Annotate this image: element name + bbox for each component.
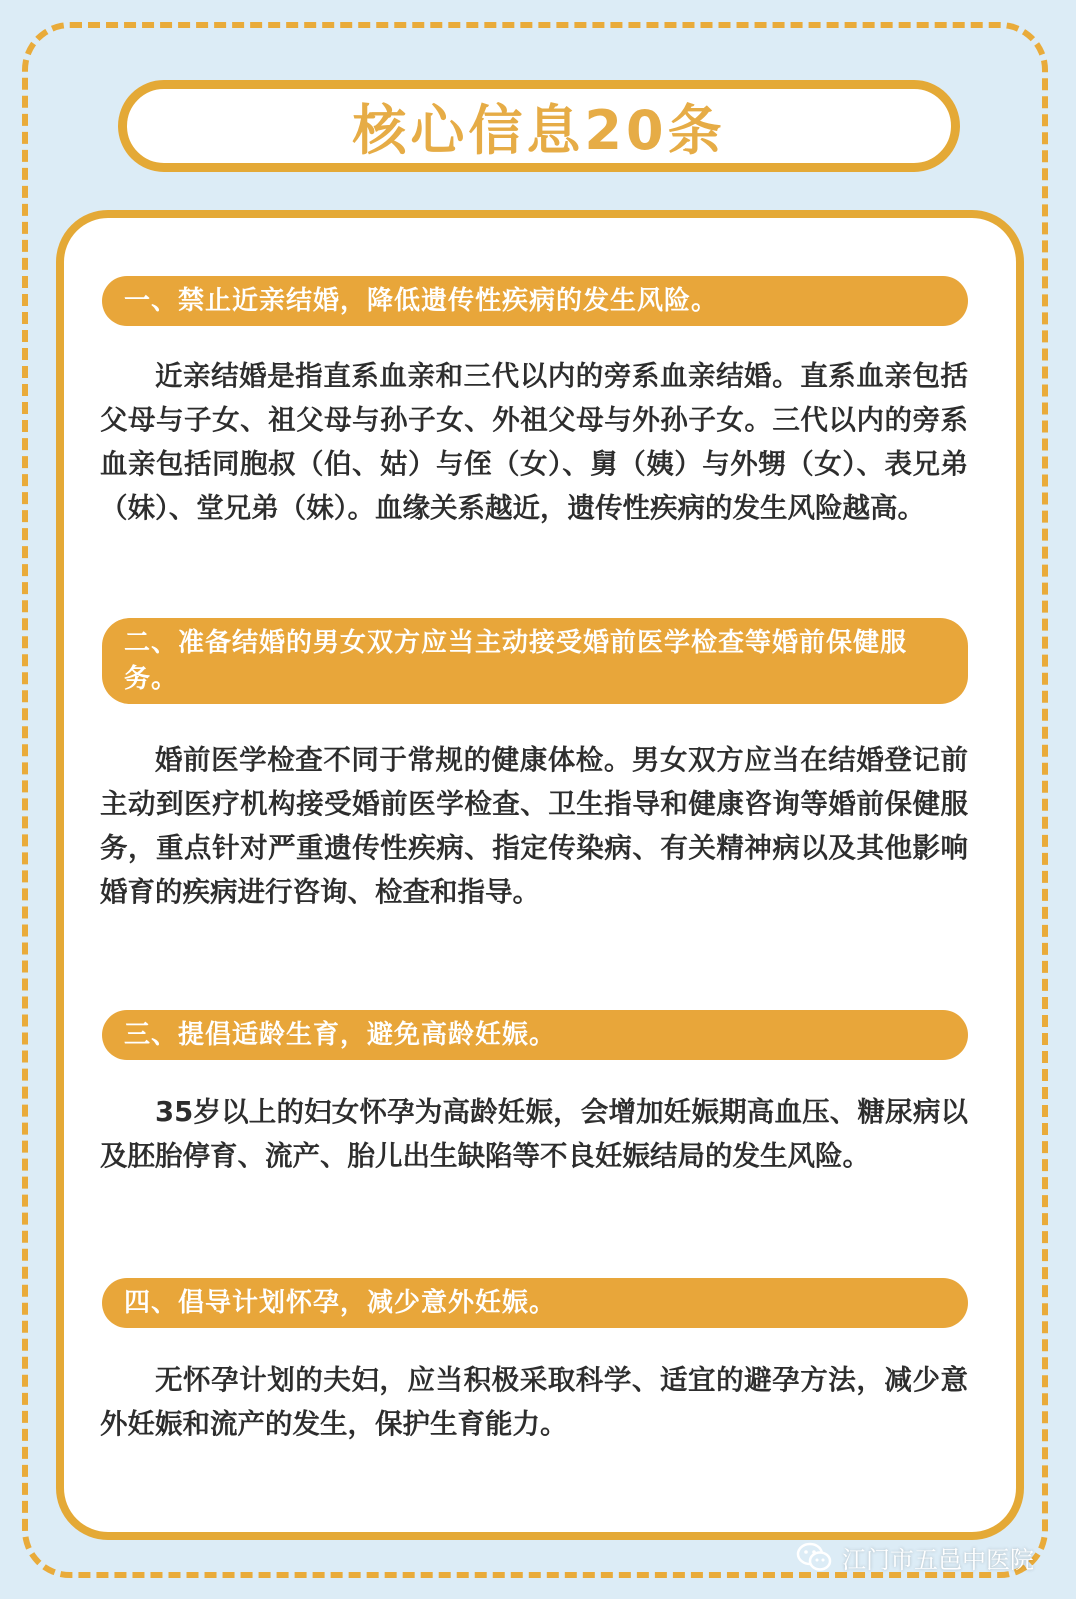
content-card	[56, 210, 1024, 1540]
section-2-heading: 二、准备结婚的男女双方应当主动接受婚前医学检查等婚前保健服务。	[102, 618, 968, 704]
watermark-text: 江门市五邑中医院	[842, 1545, 1034, 1574]
section-2-body: 婚前医学检查不同于常规的健康体检。男女双方应当在结婚登记前主动到医疗机构接受婚前医学检查、卫生指导和健康咨询等婚前保健服务，重点针对严重遗传性疾病、指定传染病、有关精神病以及其他影响婚育的疾病进行咨询、检查和指导。	[100, 744, 968, 908]
section-1-heading: 一、禁止近亲结婚，降低遗传性疾病的发生风险。	[102, 276, 968, 326]
section-1-body: 近亲结婚是指直系血亲和三代以内的旁系血亲结婚。直系血亲包括父母与子女、祖父母与孙子女、外祖父母与外孙子女。三代以内的旁系血亲包括同胞叔（伯、姑）与侄（女）、舅（姨）与外甥（女）、表兄弟（妹）、堂兄弟（妹）。血缘关系越近，遗传性疾病的发生风险越高。	[100, 360, 968, 524]
page-title: 核心信息20条	[352, 98, 726, 162]
section-3-heading: 三、提倡适龄生育，避免高龄妊娠。	[102, 1010, 968, 1060]
section-4-body: 无怀孕计划的夫妇，应当积极采取科学、适宜的避孕方法，减少意外妊娠和流产的发生，保护生育能力。	[100, 1364, 968, 1440]
section-3-body: 35岁以上的妇女怀孕为高龄妊娠，会增加妊娠期高血压、糖尿病以及胚胎停育、流产、胎儿出生缺陷等不良妊娠结局的发生风险。	[100, 1096, 968, 1172]
wechat-icon	[794, 1537, 834, 1577]
section-4-heading: 四、倡导计划怀孕，减少意外妊娠。	[102, 1278, 968, 1328]
title-banner	[118, 80, 960, 172]
watermark	[794, 1537, 1034, 1577]
